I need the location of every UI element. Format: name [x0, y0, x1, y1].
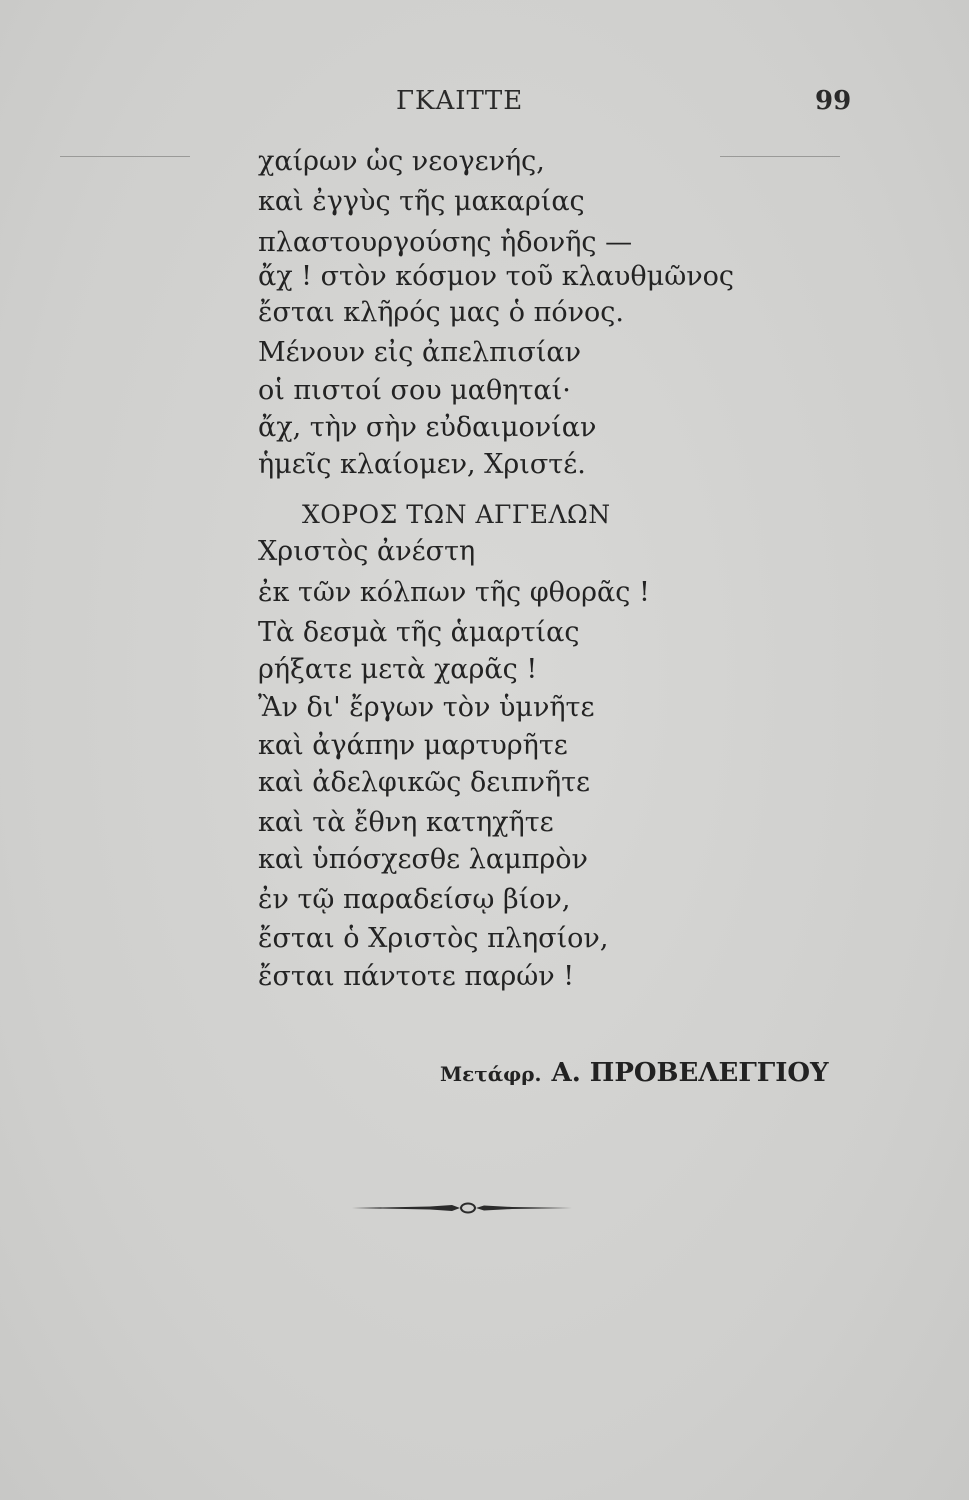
verse-line: ἔσται πάντοτε παρών !: [258, 961, 575, 992]
verse-line: ἐν τῷ παραδείσῳ βίον,: [258, 884, 571, 915]
translator-credit: [440, 1058, 829, 1088]
verse-line: καὶ ὑπόσχεσθε λαμπρὸν: [258, 844, 588, 875]
verse-line: καὶ ἀγάπην μαρτυρῆτε: [258, 730, 568, 761]
running-header-title: ΓΚΑΙΤΤΕ: [396, 86, 524, 116]
verse-line: Ἂν δι' ἔργων τὸν ὑμνῆτε: [258, 692, 595, 723]
verse-line: καὶ ἀδελφικῶς δειπνῆτε: [258, 767, 591, 798]
verse-line: ρήξατε μετὰ χαρᾶς !: [258, 654, 538, 685]
verse-line: Τὰ δεσμὰ τῆς ἁμαρτίας: [258, 617, 580, 648]
verse-line: Χριστὸς ἀνέστη: [258, 536, 476, 567]
verse-line: ἄχ ! στὸν κόσμον τοῦ κλαυθμῶνος: [258, 261, 735, 292]
verse-line: χαίρων ὡς νεογενής,: [258, 146, 545, 177]
tail-ornament-icon: [352, 1196, 572, 1220]
verse-line: πλαστουργούσης ἡδονῆς —: [258, 227, 633, 258]
verse-line: ἔσται κλῆρός μας ὁ πόνος.: [258, 297, 624, 328]
verse-line: ἐκ τῶν κόλπων τῆς φθορᾶς !: [258, 577, 650, 608]
header-rule-left: [60, 156, 190, 157]
translator-abbr: Μετάφρ.: [440, 1062, 542, 1086]
translator-name: Α. ΠΡΟΒΕΛΕΓΓΙΟΥ: [551, 1058, 829, 1088]
verse-line: καὶ ἐγγὺς τῆς μακαρίας: [258, 186, 585, 217]
verse-line: καὶ τὰ ἔθνη κατηχῆτε: [258, 807, 554, 838]
verse-line: ἔσται ὁ Χριστὸς πλησίον,: [258, 923, 609, 954]
header-rule-right: [720, 156, 840, 157]
verse-line: ἡμεῖς κλαίομεν, Χριστέ.: [258, 449, 586, 480]
section-heading: ΧΟΡΟΣ ΤΩΝ ΑΓΓΕΛΩΝ: [302, 500, 611, 529]
page-number: 99: [815, 86, 852, 116]
verse-line: ἄχ, τὴν σὴν εὐδαιμονίαν: [258, 412, 597, 443]
verse-line: οἱ πιστοί σου μαθηταί·: [258, 375, 571, 406]
verse-line: Μένουν εἰς ἀπελπισίαν: [258, 337, 582, 368]
